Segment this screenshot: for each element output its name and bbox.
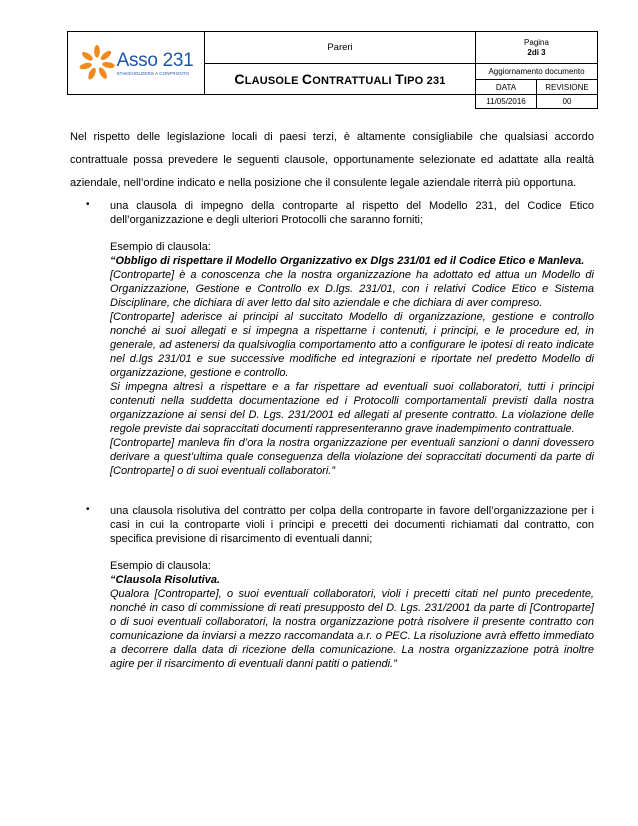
flower-logo-icon — [79, 43, 115, 83]
asso231-logo — [68, 43, 204, 83]
bullet: • — [86, 504, 90, 515]
update-label: Aggiornamento documento — [476, 64, 598, 80]
document-header — [67, 31, 598, 109]
date-label: DATA — [476, 80, 537, 95]
example-paragraph: [Controparte] aderisce ai principi al succitato Modello di organizzazione, gestione e controllo nonché ai suoi allegati e si impegna a rispettarne i contenuti, i principi, e le procedure ed, in generale, ad astenersi da qualsivoglia comportamento atto a configurare le ipotesi di reato indicate nel d.lgs 231/01 e sue successive modifiche ed integrazioni e riportate nel predetto Modello di organizzazione, gestione e controllo. — [110, 311, 594, 379]
revision-label: REVISIONE — [537, 80, 598, 95]
example-title: “Obbligo di rispettare il Modello Organizzativo ex Dlgs 231/01 ed il Codice Etico e Manleva. — [110, 255, 585, 267]
example-paragraph: [Controparte] è a conoscenza che la nostra organizzazione ha adottato ed attua un Modello di Organizzazione, Gestione e Controllo ex D.lgs. 231/01, con i relativi Codice Etico e Sistema Disciplinare, che dichiara di aver letto dal sito aziendale e che dichiara di aver compreso. — [110, 269, 594, 309]
example-paragraph: Si impegna altresì a rispettare e a far rispettare ad eventuali suoi collaboratori, tutti i principi contenuti nella suddetta documentazione ed i Protocolli comportamentali previsti dalla nostra organizzazione ai sensi del D. Lgs. 231/2001 ed allegati al presente contratto. La violazione delle regole previste dai sopraccitati documenti rappresenteranno grave inadempimento contrattuale. — [110, 381, 594, 435]
clause-description: una clausola di impegno della controparte al rispetto del Modello 231, del Codice Etico dell’organizzazione e degli ulteriori Protocolli che saranno forniti; — [110, 200, 594, 226]
example-label: Esempio di clausola: — [110, 560, 211, 572]
page-cell — [476, 32, 598, 64]
example-label: Esempio di clausola: — [110, 241, 211, 253]
intro-text: Nel rispetto delle legislazione locali di paesi terzi, è altamente consigliabile che qualsiasi accordo contrattuale possa prevedere le seguenti clausole, opportunamente selezionate ed adattate alla realtà aziendale, nell’ordine indicato e nella posizione che il consulente legale aziendale riterrà più opportuna. — [70, 131, 594, 189]
revision-value: 00 — [537, 95, 598, 109]
date-value: 11/05/2016 — [476, 95, 537, 109]
logo-cell — [68, 32, 205, 95]
intro-paragraph — [70, 126, 594, 195]
page-number: 2di 3 — [527, 47, 546, 57]
clause-item-1 — [70, 199, 594, 478]
clause-description: una clausola risolutiva del contratto per colpa della controparte in favore dell’organizzazione per i casi in cui la controparte violi i principi e precetti dei documenti richiamati dal contratto, con specifica previsione di risarcimento di eventuali danni; — [110, 505, 594, 545]
logo-tagline: STAKEHOLDERS A CONFRONTO — [116, 70, 190, 76]
clause-item-2 — [70, 504, 594, 671]
bullet: • — [86, 199, 90, 210]
document-title: CLAUSOLE CONTRATTUALI TIPO 231 — [205, 64, 476, 95]
section-label: Pareri — [205, 32, 476, 64]
logo-name: Asso 231 — [116, 49, 194, 71]
example-paragraph: [Controparte] manleva fin d’ora la nostra organizzazione per eventuali sanzioni o danni dovessero derivare a quest’ultima quale conseguenza della violazione dei sopraccitati documenti da parte di [Controparte] o di suoi eventuali collaboratori.” — [110, 437, 594, 477]
example-title: “Clausola Risolutiva. — [110, 574, 221, 586]
example-paragraph: Qualora [Controparte], o suoi eventuali collaboratori, violi i precetti citati nel punto precedente, nonché in caso di commissione di reati presupposto del D. Lgs. 231/2001 da parte di [Controparte] o di suoi eventuali collaboratori, la nostra organizzazione potrà risolvere il presente contratto con comunicazione da inviarsi a mezzo raccomandata a.r. o PEC. La risoluzione avrà effetto immediato a decorrere dalla data di ricezione della comunicazione. La nostra organizzazione potrà inoltre agire per il risarcimento di eventuali danni patiti o patiendi.” — [110, 588, 594, 670]
page-label: Pagina — [524, 37, 549, 47]
